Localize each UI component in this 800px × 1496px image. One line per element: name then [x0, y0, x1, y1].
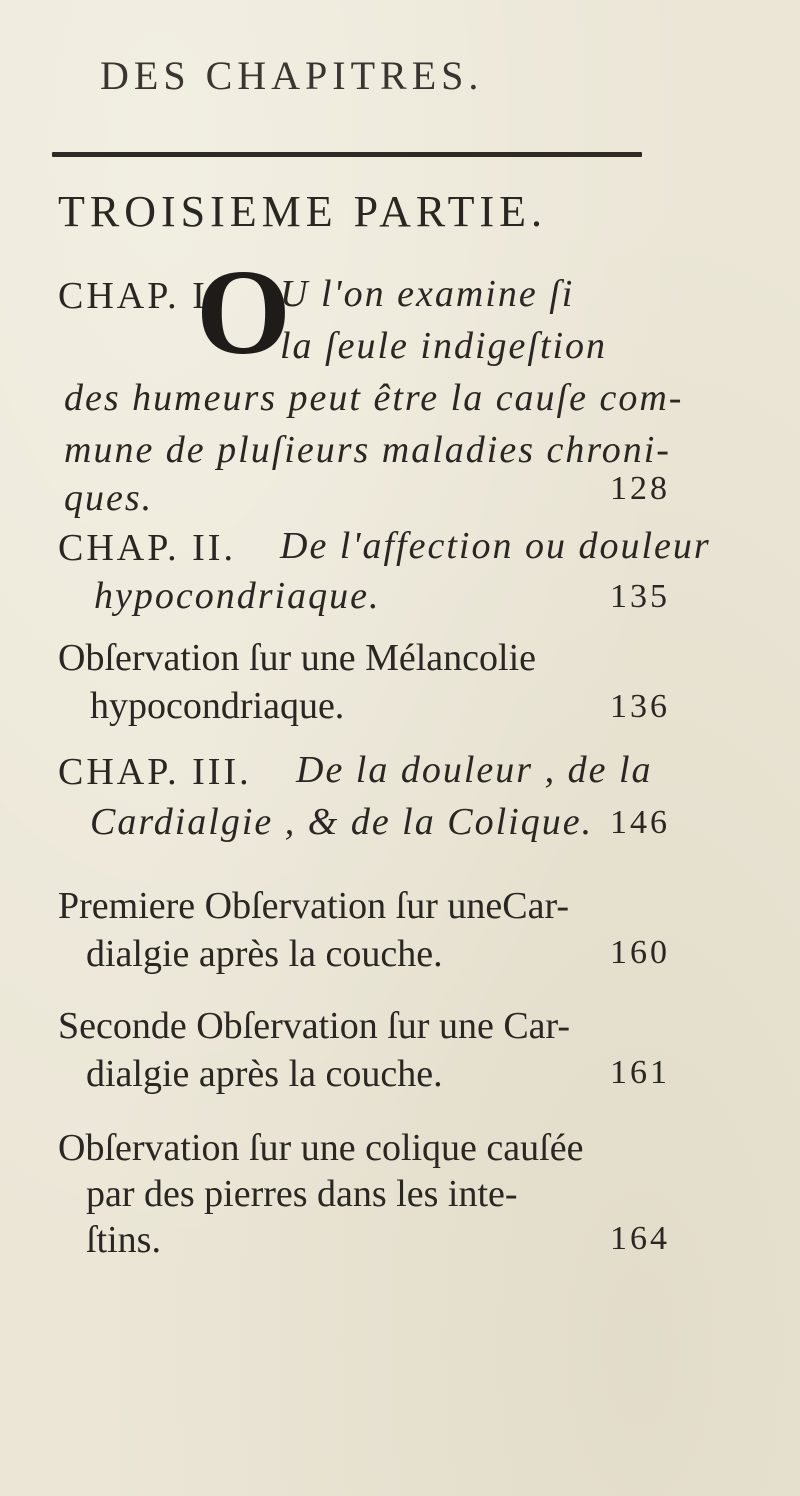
entry-text-line: De la douleur , de la: [296, 749, 653, 791]
toc-entry-observation: [58, 884, 670, 984]
entry-text-line: la ſeule indigeſtion: [280, 325, 608, 367]
entry-text-line: ques.: [64, 477, 154, 519]
entry-text-line: Obſervation ſur une Mélancolie: [58, 637, 537, 679]
page-number: 136: [610, 688, 670, 725]
entry-text-line: De l'affection ou douleur: [280, 525, 711, 567]
entry-text-line: dialgie après la couche.: [86, 1053, 443, 1095]
entry-text-line: dialgie après la couche.: [86, 933, 443, 975]
page-number: 146: [610, 804, 670, 841]
entry-text-line: Premiere Obſervation ſur uneCar-: [58, 885, 569, 927]
entry-text-line: Cardialgie , & de la Colique.: [90, 801, 594, 843]
entry-text-line: mune de pluſieurs maladies chroni-: [64, 429, 671, 471]
page-number: 160: [610, 934, 670, 971]
entry-text-line: Seconde Obſervation ſur une Car-: [58, 1005, 571, 1047]
toc-entry-chap-2: [58, 524, 711, 624]
page-number: 161: [610, 1054, 670, 1091]
entry-text-line: U l'on examine ſi: [280, 273, 575, 315]
toc-entry-chap-1: [58, 245, 684, 519]
entry-text-line: ſtins.: [86, 1219, 161, 1261]
part-title: TROISIEME PARTIE.: [58, 187, 547, 236]
entry-text-line: hypocondriaque.: [94, 575, 381, 617]
toc-entry-chap-3: [58, 744, 670, 844]
drop-cap: O: [196, 245, 291, 380]
chapter-label: CHAP. II.: [58, 527, 236, 569]
chapter-label: CHAP. I.: [58, 275, 221, 317]
toc-entry-observation: [58, 636, 670, 736]
chapter-label: CHAP. III.: [58, 751, 252, 793]
entry-text-line: Obſervation ſur une colique cauſée: [58, 1127, 584, 1169]
running-head: DES CHAPITRES.: [100, 53, 484, 98]
header-rule: [52, 152, 642, 157]
entry-text-line: hypocondriaque.: [90, 685, 345, 727]
entry-text-line: par des pierres dans les inte-: [86, 1173, 518, 1215]
page-number: 135: [610, 578, 670, 615]
toc-entry-observation: [58, 1126, 670, 1276]
entry-text-line: des humeurs peut être la cauſe com-: [64, 377, 684, 419]
page-number: 128: [610, 470, 670, 507]
page-number: 164: [610, 1220, 670, 1257]
toc-entry-observation: [58, 1004, 670, 1104]
